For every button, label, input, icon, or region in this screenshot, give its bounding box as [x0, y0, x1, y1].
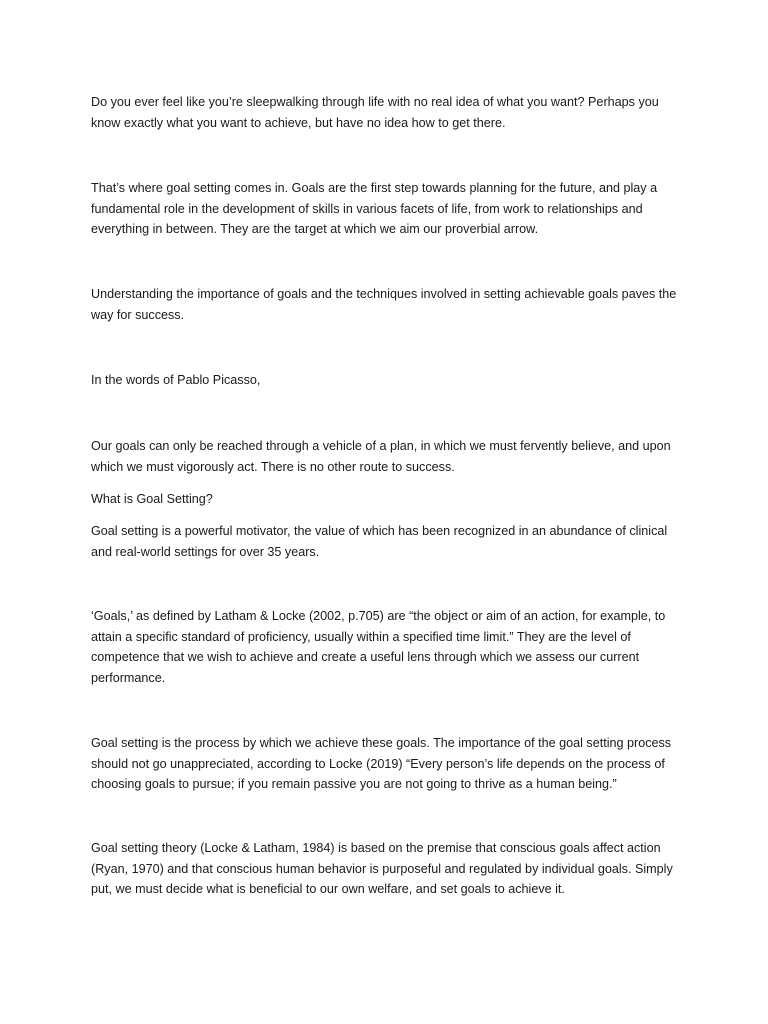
paragraph-goal-setting-theory: Goal setting theory (Locke & Latham, 1984) is based on the premise that conscious goals affect action (Ryan, 1970) and that conscious human behavior is purposeful and regulated by individual goals. Simply put, we must decide what is beneficial to our own welfare, and set goals to achieve it. — [91, 841, 673, 896]
paragraph-goal-setting-process: Goal setting is the process by which we achieve these goals. The importance of the goal setting process should not go unappreciated, according to Locke (2019) “Every person’s life depends on the process of choosing goals to pursue; if you remain passive you are not going to thrive as a human being.” — [91, 736, 672, 791]
paragraph-goals-definition: ‘Goals,’ as defined by Latham & Locke (2002, p.705) are “the object or aim of an action, for example, to attain a specific standard of proficiency, usually within a specified time limit.” They are the level of competence that we wish to achieve and create a useful lens through which we assess our current performance. — [91, 609, 666, 685]
section-heading-what-is-goal-setting: What is Goal Setting? — [91, 492, 213, 506]
paragraph-picasso-quote: Our goals can only be reached through a vehicle of a plan, in which we must fervently believe, and upon which we must vigorously act. There is no other route to success. — [91, 439, 671, 474]
paragraph-intro: Do you ever feel like you’re sleepwalking through life with no real idea of what you want? Perhaps you know exactly what you want to achieve, but have no idea how to get there. — [91, 95, 659, 130]
paragraph-importance-of-goals: Understanding the importance of goals and the techniques involved in setting achievable goals paves the way for success. — [91, 287, 677, 322]
paragraph-powerful-motivator: Goal setting is a powerful motivator, the value of which has been recognized in an abundance of clinical and real-world settings for over 35 years. — [91, 524, 668, 559]
paragraph-picasso-intro: In the words of Pablo Picasso, — [91, 373, 261, 387]
paragraph-goal-setting-comes-in: That’s where goal setting comes in. Goals are the first step towards planning for the future, and play a fundamental role in the development of skills in various facets of life, from work to relationships and everything in between. They are the target at which we aim our proverbial arrow. — [91, 181, 658, 236]
